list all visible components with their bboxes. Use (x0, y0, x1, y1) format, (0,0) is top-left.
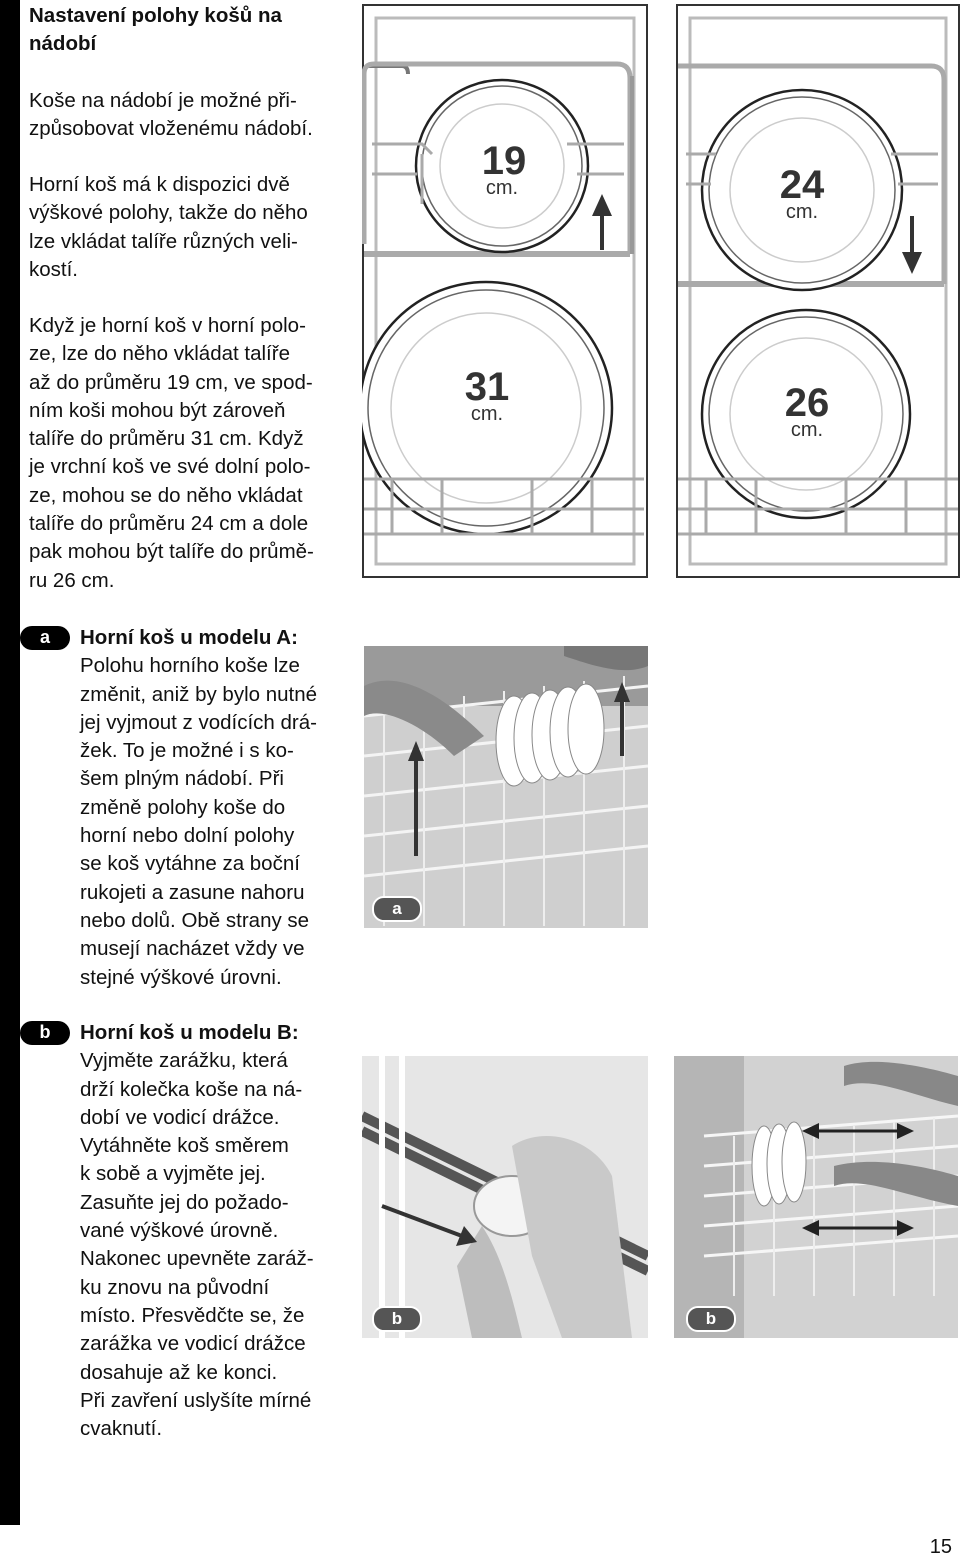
text-line: Při zavření uslyšíte mírné (80, 1388, 312, 1412)
text-line: změně polohy koše do (80, 795, 286, 819)
text-line: musejí nacházet vždy ve (80, 937, 305, 961)
basket-diagram-lower-position (676, 4, 960, 578)
text-line: pak mohou být talíře do průmě- (29, 540, 314, 564)
intro-paragraph-2 (29, 171, 349, 284)
plate-unit-top: cm. (785, 201, 819, 223)
text-line: talíře do průměru 31 cm. Když (29, 427, 304, 451)
text-line: je vrchní koš ve své dolní polo- (29, 455, 311, 479)
text-line: k sobě a vyjměte jej. (80, 1162, 266, 1186)
text-line: horní nebo dolní polohy (80, 824, 295, 848)
photo-stopper-removal-illustration (362, 1056, 648, 1338)
plate-size-bottom: 26 (784, 381, 830, 425)
text-line: lze vkládat talíře různých veli- (29, 229, 298, 253)
text-line: způsobovat vloženému nádobí. (29, 117, 313, 141)
section-title: Horní koš u modelu B: (80, 1021, 299, 1044)
text-line: dosahuje až ke konci. (80, 1360, 278, 1384)
photo-label: b (372, 1306, 422, 1332)
text-line: Horní koš má k dispozici dvě (29, 173, 290, 196)
text-line: ním koši mohou být zároveň (29, 398, 286, 422)
text-line: místo. Přesvědčte se, že (80, 1303, 305, 1327)
text-line: se koš vytáhne za boční (80, 852, 300, 876)
plate-size-bottom: 31 (464, 365, 510, 409)
text-line: žek. To je možné i s ko- (80, 739, 294, 763)
text-line: ku znovu na původní (80, 1275, 270, 1299)
plate-size-top: 19 (481, 139, 527, 183)
plate-size-top: 24 (779, 163, 825, 207)
photo-label: b (686, 1306, 736, 1332)
text-line: cvaknutí. (80, 1417, 163, 1441)
text-line: nebo dolů. Obě strany se (80, 908, 310, 932)
photo-stopper-removal (362, 1056, 648, 1338)
text-line: talíře do průměru 24 cm a dole (29, 512, 309, 536)
plate-unit-bottom: cm. (790, 419, 824, 441)
text-line: šem plným nádobí. Při (80, 767, 284, 791)
text-line: zarážka ve vodicí drážce (80, 1332, 306, 1356)
text-line: až do průměru 19 cm, ve spod- (29, 370, 313, 394)
text-line: výškové polohy, takže do něho (29, 201, 308, 225)
section-model-b (80, 1019, 350, 1443)
text-line: kostí. (29, 257, 78, 281)
text-line: ze, lze do něho vkládat talíře (29, 342, 290, 366)
model-a-badge: a (20, 626, 70, 650)
text-line: jej vyjmout z vodících drá- (80, 710, 317, 734)
text-line: vané výškové úrovně. (80, 1219, 279, 1243)
plate-unit-bottom: cm. (470, 403, 504, 425)
section-model-a (80, 624, 350, 992)
text-line: ru 26 cm. (29, 568, 115, 592)
text-line: Vyjměte zarážku, která (80, 1049, 288, 1073)
model-b-badge: b (20, 1021, 70, 1045)
text-line: rukojeti a zasune nahoru (80, 880, 305, 904)
section-title: Horní koš u modelu A: (80, 626, 298, 649)
text-line: Když je horní koš v horní polo- (29, 314, 306, 337)
text-line: Koše na nádobí je možné při- (29, 89, 297, 112)
photo-label: a (372, 896, 422, 922)
page-number: 15 (929, 1536, 952, 1558)
basket-diagram-upper-position (362, 4, 648, 578)
intro-paragraph-1 (29, 87, 349, 144)
sidebar-bar (0, 0, 20, 1525)
text-line: stejné výškové úrovni. (80, 965, 282, 989)
text-line: ze, mohou se do něho vkládat (29, 483, 303, 507)
text-line: Nakonec upevněte zaráž- (80, 1247, 314, 1271)
page-heading: Nastavení polohy košů na nádobí (29, 4, 282, 56)
text-line: změnit, aniž by bylo nutné (80, 682, 318, 706)
text-line: Vytáhněte koš směrem (80, 1134, 289, 1158)
intro-paragraph-3 (29, 312, 349, 595)
photo-basket-pullout (674, 1056, 958, 1338)
text-line: Polohu horního koše lze (80, 654, 300, 678)
plate-unit-top: cm. (485, 177, 519, 199)
photo-basket-model-a-illustration (364, 646, 648, 928)
text-line: drží kolečka koše na ná- (80, 1077, 303, 1101)
photo-basket-model-a (364, 646, 648, 928)
text-line: Zasuňte jej do požado- (80, 1190, 289, 1214)
photo-basket-pullout-illustration (674, 1056, 958, 1338)
text-line: dobí ve vodicí drážce. (80, 1105, 280, 1129)
